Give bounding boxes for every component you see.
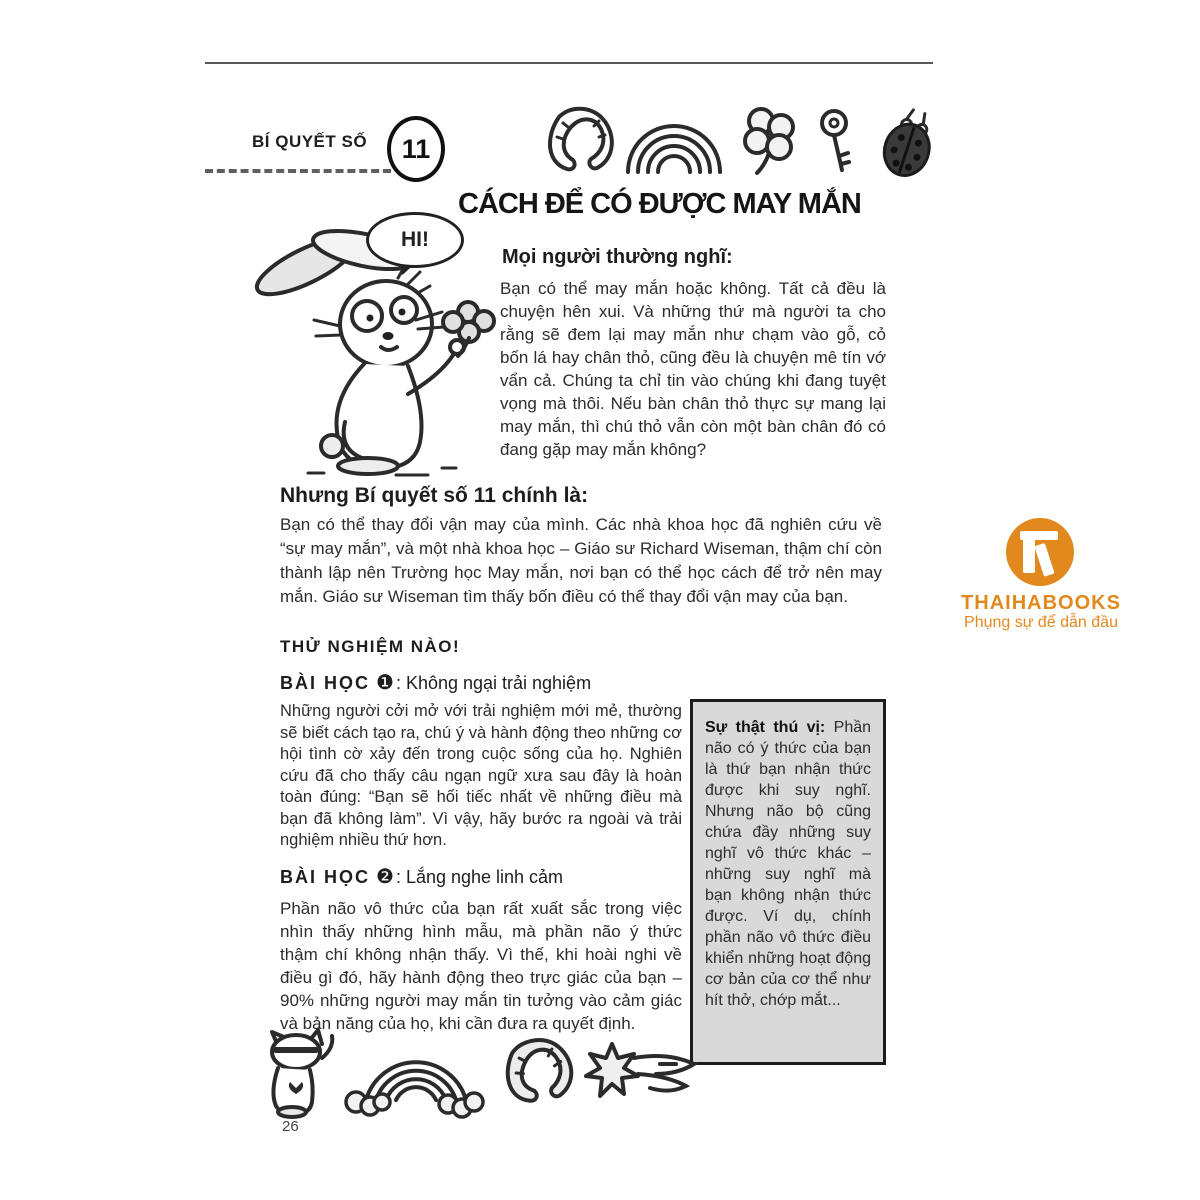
- speech-bubble: HI!: [366, 212, 464, 268]
- experiment-heading: THỬ NGHIỆM NÀO!: [280, 637, 461, 656]
- horseshoe-icon: [543, 103, 619, 179]
- clover-icon: [737, 103, 801, 177]
- lesson2-title: : Lắng nghe linh cảm: [395, 867, 564, 887]
- secret-paragraph: Bạn có thể thay đổi vận may của mình. Các nhà khoa học đã nghiên cứu về “sự may mắn”, và một nhà khoa học – Giáo sư Richard Wiseman, thậm chí còn thành lập nên Trường học May mắn, nơi bạn có thể học cách để trở nên may mắn. Giáo sư Wiseman tìm thấy bốn điều có thể thay đổi vận may của bạn.: [280, 515, 882, 606]
- lesson1-number-icon: ❶: [376, 672, 394, 694]
- think-paragraph: Bạn có thể may mắn hoặc không. Tất cả đều là chuyện hên xui. Và những thứ mà người ta cho rằng sẽ đem lại may mắn như chạm vào gỗ, cỏ bốn lá hay chân thỏ, cũng đều là chuyện mê tín vớ vẩn cả. Chúng ta chỉ tin vào chúng khi đang tuyệt vọng mà thôi. Nếu bàn chân thỏ thực sự mang lại may mắn, thì chú thỏ vẫn còn một bàn chân đó có đang gặp may mắn không?: [500, 279, 886, 459]
- rainbow-clouds-icon: [340, 1038, 490, 1122]
- lesson1-label: BÀI HỌC: [280, 673, 370, 693]
- badge-label: BÍ QUYẾT SỐ: [252, 132, 368, 151]
- lesson2-paragraph: Phần não vô thức của bạn rất xuất sắc trong việc nhìn thấy những hình mẫu, mà phần não ý thức thậm chí không nhận thấy. Vì thế, khi hoài nghi về điều gì đó, hãy hành động theo trực giác của bạn – 90% những người may mắn tin tưởng vào cảm giác và bản năng của họ, khi cần đưa ra quyết định.: [280, 899, 682, 1033]
- badge-dashed-line: [205, 169, 391, 173]
- ladybug-icon: [872, 102, 944, 180]
- thaihabooks-logo-icon: [1006, 518, 1074, 586]
- badge-number: 11: [387, 116, 445, 182]
- key-icon: [808, 108, 860, 178]
- lesson2-heading: [280, 864, 563, 889]
- lesson1-title: : Không ngại trải nghiệm: [395, 673, 592, 693]
- lesson1-paragraph: Những người cởi mở với trải nghiệm mới mẻ, thường sẽ biết cách tạo ra, chú ý và hành động theo những cơ hội tình cờ xảy đến trong cuộc sống của họ. Nghiên cứu đã cho thấy câu ngạn ngữ xưa sau đây là hoàn toàn đúng: “Bạn sẽ hối tiếc nhất về những điều mà bạn đã không làm”. Vì vậy, hãy bước ra ngoài và trải nghiệm nhiều thứ hơn.: [280, 702, 682, 849]
- fun-fact-box: [690, 699, 886, 1065]
- lesson1-heading: [280, 670, 591, 695]
- horseshoe-bottom-icon: [498, 1032, 582, 1108]
- think-heading: Mọi người thường nghĩ:: [502, 246, 733, 268]
- rainbow-icon: [622, 108, 726, 176]
- page-title: CÁCH ĐỂ CÓ ĐƯỢC MAY MẮN: [458, 188, 861, 220]
- thaihabooks-brand: THAIHABOOKS: [961, 592, 1121, 614]
- top-rule: [205, 62, 933, 64]
- page-number: 26: [282, 1118, 299, 1135]
- secret-heading: Nhưng Bí quyết số 11 chính là:: [280, 484, 589, 507]
- lucky-cat-icon: [262, 1030, 336, 1118]
- shooting-star-icon: [582, 1030, 702, 1116]
- thaihabooks-slogan: Phụng sự để dẫn đầu: [964, 614, 1118, 631]
- lesson2-label: BÀI HỌC: [280, 867, 370, 887]
- fun-fact-lead: Sự thật thú vị:: [705, 719, 826, 736]
- lesson2-number-icon: ❷: [376, 866, 394, 888]
- fun-fact-body: Phần não có ý thức của bạn là thứ bạn nhận thức được khi suy nghĩ. Nhưng não bộ cũng chứa đầy những suy nghĩ vô thức khác – những suy nghĩ mà bạn không nhận thức được. Ví dụ, chính phần não vô thức điều khiển những hoạt động cơ bản của cơ thể như hít thở, chớp mắt...: [705, 719, 872, 1009]
